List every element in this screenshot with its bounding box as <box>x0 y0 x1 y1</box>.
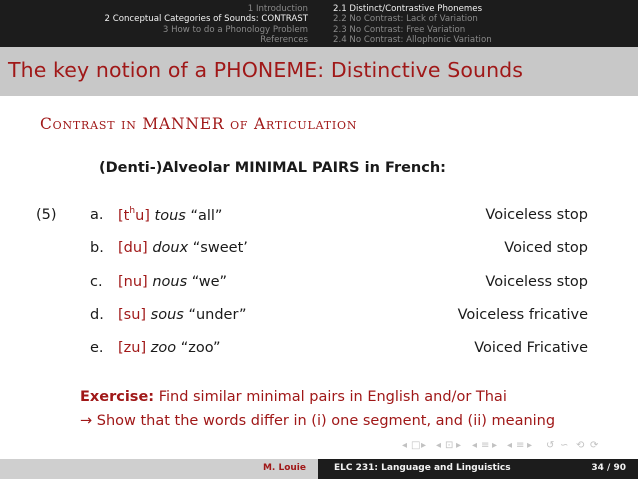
french-word: tous <box>154 207 186 224</box>
example-letter: c. <box>90 274 103 290</box>
example-letter: b. <box>90 240 104 256</box>
beamer-navigation-symbols <box>400 440 625 454</box>
section-icon[interactable]: ≡ <box>516 440 525 451</box>
search-icon[interactable]: ∽ <box>560 440 569 451</box>
footer-bar <box>0 459 638 479</box>
aspiration-superscript: h <box>129 206 136 216</box>
gloss: “we” <box>191 274 228 290</box>
prev-slide-arrow-icon[interactable]: ◂ <box>402 440 408 451</box>
arrow-icon: → <box>80 413 93 429</box>
exercise-block <box>80 385 555 433</box>
nav-section-references[interactable]: References <box>260 34 308 45</box>
example-letter: a. <box>90 207 104 223</box>
french-word: nous <box>152 274 188 290</box>
subsection-navigation <box>319 0 638 47</box>
gloss: “sweet’ <box>192 240 248 256</box>
example-row <box>0 307 638 329</box>
frame-icon[interactable]: ⊡ <box>445 440 454 451</box>
example-content <box>118 240 248 256</box>
prev-frame-arrow-icon[interactable]: ◂ <box>436 440 442 451</box>
gloss: “under” <box>188 307 247 323</box>
footer-course-title: ELC 231: Language and Linguistics <box>334 463 511 473</box>
nav-subsection-free-variation[interactable]: 2.3 No Contrast: Free Variation <box>333 24 466 35</box>
frame-title-bar <box>0 47 638 96</box>
back-icon[interactable]: ↺ <box>546 440 555 451</box>
redo-icon[interactable]: ⟳ <box>590 440 599 451</box>
exercise-line-1 <box>80 385 555 409</box>
slide-icon[interactable]: □ <box>411 440 421 451</box>
next-subsection-arrow-icon[interactable]: ▸ <box>492 440 498 451</box>
nav-section-phonology-problem[interactable]: 3 How to do a Phonology Problem <box>162 24 308 35</box>
frame-title: The key notion of a PHONEME: Distinctive Sounds <box>8 58 524 82</box>
exercise-instruction: Find similar minimal pairs in English and/or Thai <box>158 389 507 405</box>
exercise-label: Exercise: <box>80 389 155 405</box>
ipa-transcription: [su] <box>118 307 147 323</box>
nav-subsection-allophonic-variation[interactable]: 2.4 No Contrast: Allophonic Variation <box>333 34 492 45</box>
ipa-transcription: [du] <box>118 240 148 256</box>
footer-page-number: 34 / 90 <box>591 463 626 473</box>
french-word: zoo <box>150 340 177 356</box>
minimal-pairs-title: (Denti-)Alveolar MINIMAL PAIRS in French: <box>99 160 446 176</box>
nav-section-conceptual-categories[interactable]: 2 Conceptual Categories of Sounds: CONTRAST <box>104 14 308 25</box>
french-word: doux <box>152 240 189 256</box>
next-section-arrow-icon[interactable]: ▸ <box>527 440 533 451</box>
manner-class: Voiced stop <box>504 240 588 256</box>
subsection-icon[interactable]: ≡ <box>481 440 490 451</box>
example-row <box>0 240 638 262</box>
manner-class: Voiced Fricative <box>474 340 588 356</box>
prev-subsection-arrow-icon[interactable]: ◂ <box>472 440 478 451</box>
ipa-transcription: $[t^hu]$ <box>118 206 150 224</box>
french-word: sous <box>150 307 184 323</box>
manner-class: Voiceless fricative <box>457 307 588 323</box>
manner-class: Voiceless stop <box>485 274 588 290</box>
footer-author: M. Louie <box>0 459 318 479</box>
exercise-line-2 <box>80 409 555 433</box>
top-navigation-bar <box>0 0 638 47</box>
exercise-followup: Show that the words differ in (i) one segment, and (ii) meaning <box>96 413 556 429</box>
manner-class: Voiceless stop <box>485 207 588 223</box>
example-row <box>0 274 638 296</box>
example-content <box>118 274 227 290</box>
ipa-transcription: [nu] <box>118 274 148 290</box>
undo-icon[interactable]: ⟲ <box>576 440 585 451</box>
section-heading: Contrast in MANNER of Articulation <box>40 115 358 133</box>
example-letter: d. <box>90 307 104 323</box>
example-content <box>118 207 222 224</box>
example-content <box>118 307 247 323</box>
gloss: “zoo” <box>180 340 221 356</box>
example-number: (5) <box>36 207 57 223</box>
example-row <box>0 340 638 362</box>
example-content <box>118 340 221 356</box>
prev-section-arrow-icon[interactable]: ◂ <box>507 440 513 451</box>
example-letter: e. <box>90 340 104 356</box>
nav-subsection-distinct-phonemes[interactable]: 2.1 Distinct/Contrastive Phonemes <box>333 4 483 14</box>
section-navigation <box>0 0 317 47</box>
next-slide-arrow-icon[interactable]: ▸ <box>421 440 427 451</box>
gloss: “all” <box>190 207 223 224</box>
nav-section-introduction[interactable]: 1 Introduction <box>247 4 308 14</box>
ipa-transcription: [zu] <box>118 340 147 356</box>
nav-subsection-lack-of-variation[interactable]: 2.2 No Contrast: Lack of Variation <box>333 14 478 25</box>
next-frame-arrow-icon[interactable]: ▸ <box>456 440 462 451</box>
example-row <box>0 207 638 229</box>
